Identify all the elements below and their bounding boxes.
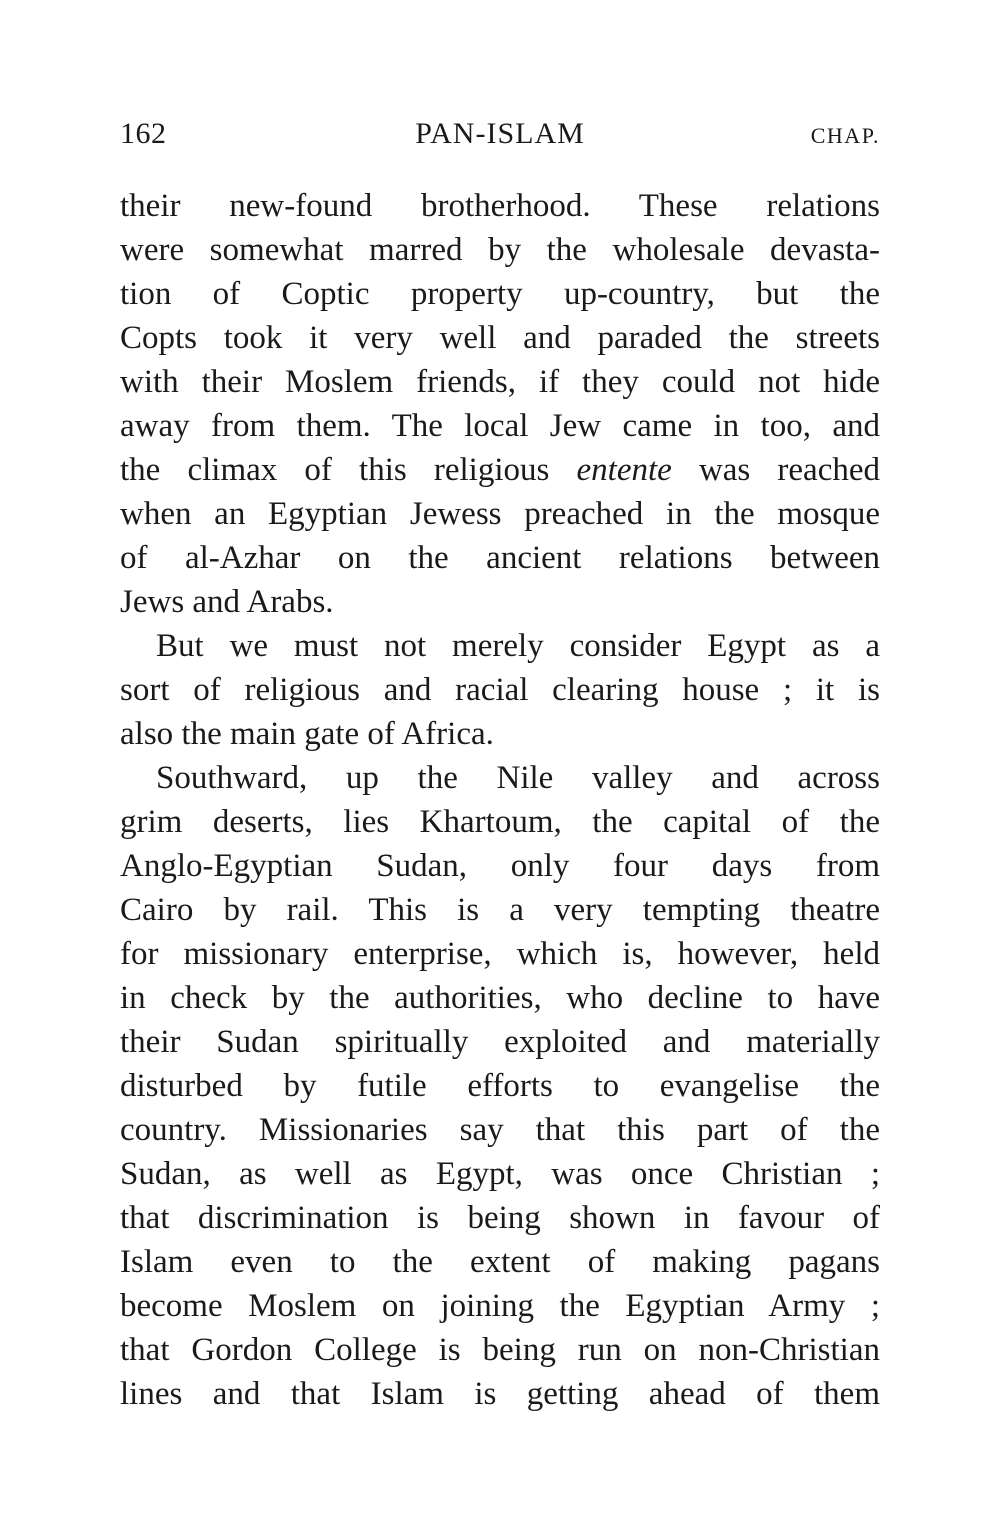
text-line: when an Egyptian Jewess preached in the mosque <box>120 496 880 532</box>
text-line: disturbed by futile efforts to evangelise the <box>120 1068 880 1104</box>
text-line: that Gordon College is being run on non-Christian <box>120 1332 880 1368</box>
text-line-with-italic: the climax of this religious entente was reached <box>120 452 880 488</box>
text-line: that discrimination is being shown in favour of <box>120 1200 880 1236</box>
text-line: country. Missionaries say that this part of the <box>120 1112 880 1148</box>
paragraph <box>120 624 880 756</box>
chapter-label: CHAP. <box>810 123 880 148</box>
running-title: PAN-ISLAM <box>415 117 585 150</box>
text-line: grim deserts, lies Khartoum, the capital of the <box>120 804 880 840</box>
text-line: their Sudan spiritually exploited and materially <box>120 1024 880 1060</box>
body-text <box>120 184 880 1416</box>
paragraph <box>120 756 880 1416</box>
text-line: of al-Azhar on the ancient relations between <box>120 540 880 576</box>
paragraph <box>120 184 880 624</box>
text-line: with their Moslem friends, if they could not hide <box>120 364 880 400</box>
text-line: were somewhat marred by the wholesale devasta- <box>120 232 880 268</box>
text-line: Southward, up the Nile valley and across <box>156 760 880 796</box>
running-head <box>120 112 880 156</box>
page-number: 162 <box>120 117 167 150</box>
text-line: But we must not merely consider Egypt as a <box>156 628 880 664</box>
text-line: become Moslem on joining the Egyptian Army ; <box>120 1288 880 1324</box>
text-line: also the main gate of Africa. <box>120 716 494 752</box>
text-line: their new-found brotherhood. These relations <box>120 188 880 224</box>
text-line: Islam even to the extent of making pagans <box>120 1244 880 1280</box>
text-line: tion of Coptic property up-country, but the <box>120 276 880 312</box>
text-line: away from them. The local Jew came in too, and <box>120 408 880 444</box>
text-line: Jews and Arabs. <box>120 584 334 620</box>
text-line: sort of religious and racial clearing house ; it is <box>120 672 880 708</box>
text-line: in check by the authorities, who decline to have <box>120 980 880 1016</box>
text-line: for missionary enterprise, which is, however, held <box>120 936 880 972</box>
text-line: Cairo by rail. This is a very tempting theatre <box>120 892 880 928</box>
italic-word: entente <box>576 452 672 488</box>
book-page <box>120 112 880 1416</box>
text-line: Sudan, as well as Egypt, was once Christian ; <box>120 1156 880 1192</box>
text-line: Anglo-Egyptian Sudan, only four days from <box>120 848 880 884</box>
text-line: lines and that Islam is getting ahead of them <box>120 1376 880 1412</box>
text-line: Copts took it very well and paraded the streets <box>120 320 880 356</box>
